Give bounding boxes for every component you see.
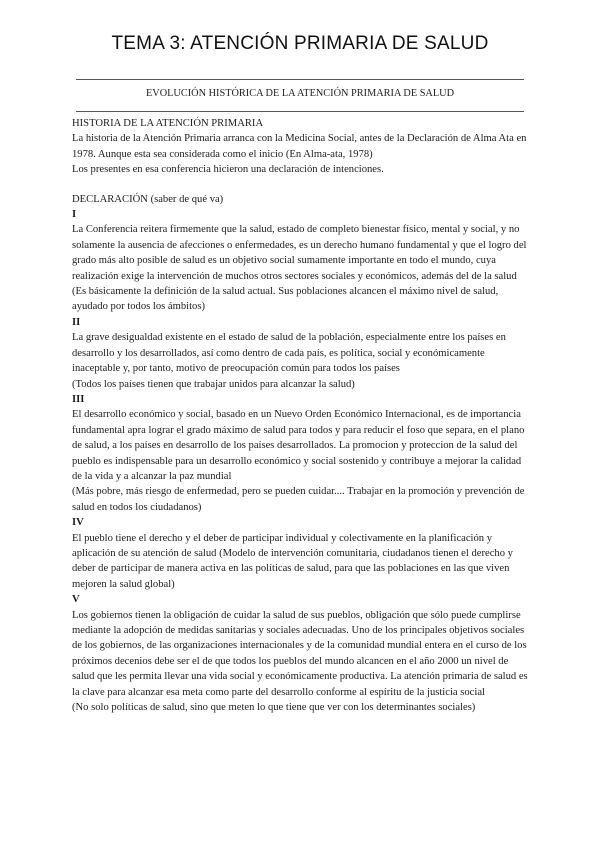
declaration-heading: DECLARACIÓN (saber de qué va) [72, 193, 224, 205]
section-numeral: III [72, 393, 85, 405]
section-note: (Todos los países tienen que trabajar unidos para alcanzar la salud) [72, 378, 355, 390]
section-note: (Es básicamente la definición de la salud actual. Sus poblaciones alcancen el máximo nivel de salud, ayudado por todos los ámbitos) [72, 286, 499, 313]
history-heading: HISTORIA DE LA ATENCIÓN PRIMARIA [72, 118, 264, 129]
section-text: La Conferencia reitera firmemente que la salud, estado de completo bienestar físico, mental y social, y no solamente la ausencia de afecciones o enfermedades, es un derecho humano fundamental y que el logro del grado más alto posible de salud es un objetivo social sumamente importante en todo el mundo, cuya realización exige la intervención de muchos otros sectores sociales y económicos, además del de la salud [72, 224, 527, 282]
section-text: Los gobiernos tienen la obligación de cuidar la salud de sus pueblos, obligación que sólo puede cumplirse mediante la adopción de medidas sanitarias y sociales adecuadas. Uno de los principales objetivos sociales de los gobiernos, de las organizaciones internacionales y de la comunidad mundial entera en el curso de los próximos decenios debe ser el de que todos los pueblos del mundo alcancen en el año 2000 un nivel de salud que les permita llevar una vida social y económicamente productiva. La atención primaria de salud es la clave para alcanzar esa meta como parte del desarrollo conforme al espíritu de la justicia social [72, 609, 528, 698]
section-numeral: I [72, 209, 77, 221]
section-numeral: II [72, 316, 81, 328]
section-subtitle: EVOLUCIÓN HISTÓRICA DE LA ATENCIÓN PRIMARIA DE SALUD [145, 88, 455, 99]
section-numeral: V [72, 594, 80, 606]
document-title: TEMA 3: ATENCIÓN PRIMARIA DE SALUD [111, 33, 489, 54]
section-note: (Más pobre, más riesgo de enfermedad, pero se pueden cuidar.... Trabajar en la promoción y prevención de salud en todos los ciudadanos) [72, 486, 525, 513]
top-divider [76, 79, 524, 80]
section-text: El pueblo tiene el derecho y el deber de participar individual y colectivamente en la planificación y aplicación de su atención de salud (Modelo de intervención comunitaria, ciudadanos tienen el derecho y deber de participar de manera activa en las políticas de salud, para que las poblaciones en las que viven mejoren la salud global) [72, 532, 513, 590]
history-paragraph: Los presentes en esa conferencia hicieron una declaración de intenciones. [72, 164, 384, 176]
history-paragraph: La historia de la Atención Primaria arranca con la Medicina Social, antes de la Declaración de Alma Ata en 1978. Aunque esta sea considerada como el inicio (En Alma-ata, 1978) [72, 133, 527, 160]
section-text: La grave desigualdad existente en el estado de salud de la población, especialmente entre los países en desarrollo y los desarrollados, así como dentro de cada país, es política, social y económicamente inaceptable y, por tanto, motivo de preocupación común para todos los países [72, 332, 506, 375]
section-numeral: IV [72, 517, 84, 529]
section-text: El desarrollo económico y social, basado en un Nuevo Orden Económico Internacional, es de importancia fundamental apra lograr el grado máximo de salud para todos y para reducir el foso que separa, en el plano de salud, a los países en desarrollo de los países desarrollados. La promocion y proteccion de la salud del pueblo es indispensable para un desarrollo económico y social sostenido y contribuye a mejorar la calidad de la vida y a alcanzar la paz mundial [72, 409, 525, 482]
bottom-divider [76, 111, 524, 112]
section-note: (No solo políticas de salud, sino que meten lo que tiene que ver con los determinantes sociales) [72, 702, 476, 714]
document-body [72, 116, 532, 715]
